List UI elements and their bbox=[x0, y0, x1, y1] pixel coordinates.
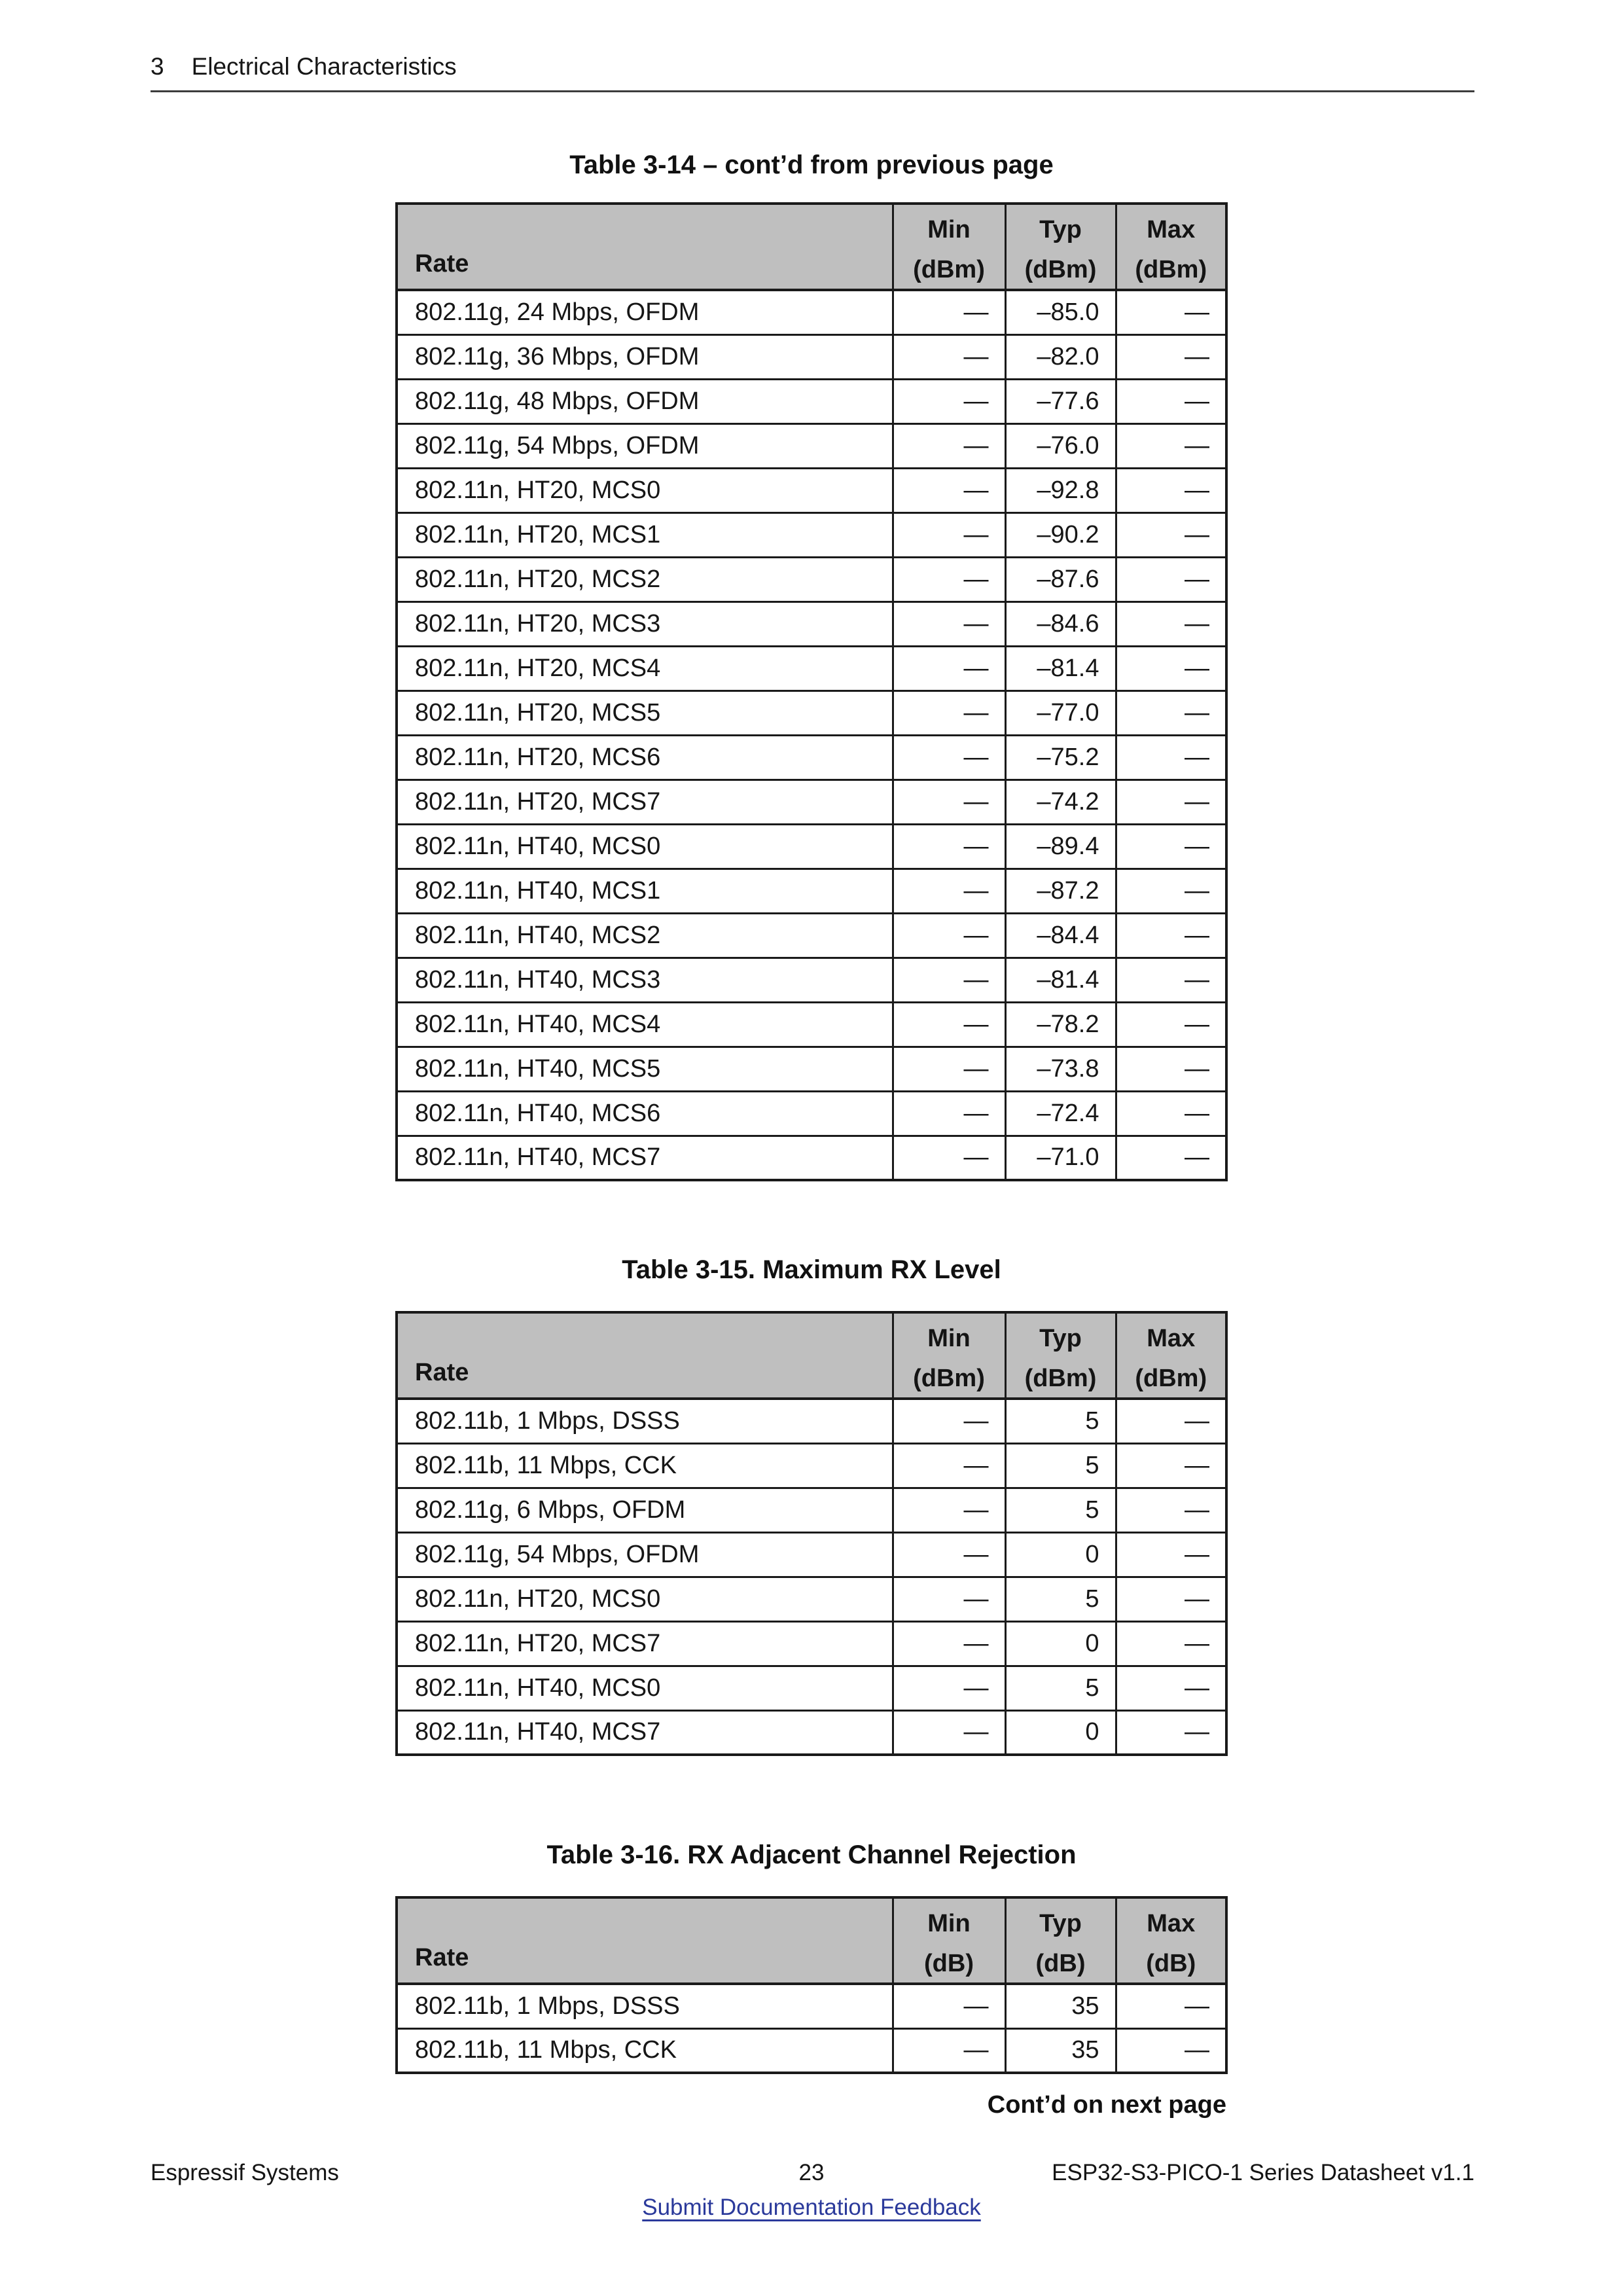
min-cell: — bbox=[893, 1047, 1005, 1091]
rate-cell: 802.11n, HT20, MCS4 bbox=[397, 646, 893, 691]
typ-cell: 35 bbox=[1005, 1984, 1116, 2028]
max-cell: — bbox=[1116, 1488, 1226, 1532]
section-number: 3 bbox=[151, 53, 164, 80]
max-cell: — bbox=[1116, 423, 1226, 468]
table-header-row bbox=[397, 1312, 1226, 1399]
rate-cell: 802.11n, HT20, MCS7 bbox=[397, 780, 893, 824]
typ-cell: 0 bbox=[1005, 1621, 1116, 1666]
min-column-header bbox=[893, 204, 1005, 290]
table-row bbox=[397, 423, 1226, 468]
max-cell: — bbox=[1116, 1984, 1226, 2028]
rate-cell: 802.11n, HT40, MCS6 bbox=[397, 1091, 893, 1136]
min-cell: — bbox=[893, 512, 1005, 557]
typ-label: Typ bbox=[1039, 1325, 1082, 1352]
max-cell: — bbox=[1116, 691, 1226, 735]
table-row bbox=[397, 1002, 1226, 1047]
max-cell: — bbox=[1116, 1710, 1226, 1755]
table-row bbox=[397, 869, 1226, 913]
min-cell: — bbox=[893, 379, 1005, 423]
table-row bbox=[397, 1984, 1226, 2028]
max-cell: — bbox=[1116, 379, 1226, 423]
typ-cell: 5 bbox=[1005, 1666, 1116, 1710]
max-cell: — bbox=[1116, 1136, 1226, 1180]
table-header-row bbox=[397, 204, 1226, 290]
typ-cell: 0 bbox=[1005, 1710, 1116, 1755]
typ-cell: –92.8 bbox=[1005, 468, 1116, 512]
rate-cell: 802.11n, HT20, MCS7 bbox=[397, 1621, 893, 1666]
rate-cell: 802.11b, 1 Mbps, DSSS bbox=[397, 1984, 893, 2028]
max-cell: — bbox=[1116, 735, 1226, 780]
min-cell: — bbox=[893, 423, 1005, 468]
typ-cell: –76.0 bbox=[1005, 423, 1116, 468]
footer-page-number: 23 bbox=[798, 2160, 825, 2185]
table-row bbox=[397, 646, 1226, 691]
max-cell: — bbox=[1116, 824, 1226, 869]
table-row bbox=[397, 290, 1226, 334]
rate-cell: 802.11n, HT40, MCS4 bbox=[397, 1002, 893, 1047]
max-cell: — bbox=[1116, 1091, 1226, 1136]
min-cell: — bbox=[893, 1532, 1005, 1577]
typ-cell: –90.2 bbox=[1005, 512, 1116, 557]
max-cell: — bbox=[1116, 780, 1226, 824]
max-column-header bbox=[1116, 204, 1226, 290]
min-cell: — bbox=[893, 2028, 1005, 2073]
table-row bbox=[397, 1666, 1226, 1710]
typ-column-header bbox=[1005, 204, 1116, 290]
typ-column-header bbox=[1005, 1312, 1116, 1399]
rate-cell: 802.11n, HT40, MCS0 bbox=[397, 1666, 893, 1710]
max-cell: — bbox=[1116, 2028, 1226, 2073]
typ-cell: –78.2 bbox=[1005, 1002, 1116, 1047]
min-unit-label: (dBm) bbox=[913, 256, 985, 283]
min-unit-label: (dB) bbox=[924, 1950, 974, 1977]
maximum-rx-level-table bbox=[395, 1311, 1228, 1756]
typ-unit-label: (dB) bbox=[1035, 1950, 1086, 1977]
typ-cell: 5 bbox=[1005, 1443, 1116, 1488]
min-cell: — bbox=[893, 958, 1005, 1002]
typ-cell: –81.4 bbox=[1005, 958, 1116, 1002]
typ-cell: –72.4 bbox=[1005, 1091, 1116, 1136]
rx-adjacent-channel-rejection-table bbox=[395, 1896, 1228, 2074]
table-row bbox=[397, 2028, 1226, 2073]
min-cell: — bbox=[893, 1577, 1005, 1621]
table-header-row bbox=[397, 1897, 1226, 1984]
table-row bbox=[397, 1443, 1226, 1488]
typ-label: Typ bbox=[1039, 1910, 1082, 1937]
footer-link-row bbox=[0, 2194, 1623, 2221]
min-cell: — bbox=[893, 1666, 1005, 1710]
max-unit-label: (dBm) bbox=[1135, 1365, 1207, 1392]
min-cell: — bbox=[893, 646, 1005, 691]
typ-cell: –84.4 bbox=[1005, 913, 1116, 958]
table-row bbox=[397, 1621, 1226, 1666]
max-cell: — bbox=[1116, 1666, 1226, 1710]
typ-cell: 0 bbox=[1005, 1532, 1116, 1577]
max-label: Max bbox=[1147, 1325, 1196, 1352]
rate-cell: 802.11n, HT20, MCS0 bbox=[397, 468, 893, 512]
footer-document-title: ESP32-S3-PICO-1 Series Datasheet v1.1 bbox=[1052, 2160, 1474, 2185]
rate-cell: 802.11b, 11 Mbps, CCK bbox=[397, 1443, 893, 1488]
max-cell: — bbox=[1116, 1443, 1226, 1488]
min-cell: — bbox=[893, 334, 1005, 379]
min-cell: — bbox=[893, 1488, 1005, 1532]
section-title: Electrical Characteristics bbox=[191, 53, 457, 80]
typ-cell: –75.2 bbox=[1005, 735, 1116, 780]
min-cell: — bbox=[893, 468, 1005, 512]
rate-cell: 802.11n, HT20, MCS3 bbox=[397, 601, 893, 646]
table-3-14-caption: Table 3-14 – cont’d from previous page bbox=[569, 151, 1054, 179]
max-cell: — bbox=[1116, 1621, 1226, 1666]
min-cell: — bbox=[893, 1399, 1005, 1443]
min-cell: — bbox=[893, 1621, 1005, 1666]
max-column-header bbox=[1116, 1897, 1226, 1984]
max-cell: — bbox=[1116, 334, 1226, 379]
table-row bbox=[397, 1136, 1226, 1180]
rate-cell: 802.11g, 54 Mbps, OFDM bbox=[397, 423, 893, 468]
max-cell: — bbox=[1116, 869, 1226, 913]
max-label: Max bbox=[1147, 1910, 1196, 1937]
table-row bbox=[397, 958, 1226, 1002]
table-row bbox=[397, 780, 1226, 824]
typ-cell: –82.0 bbox=[1005, 334, 1116, 379]
rate-cell: 802.11n, HT40, MCS0 bbox=[397, 824, 893, 869]
min-cell: — bbox=[893, 869, 1005, 913]
min-cell: — bbox=[893, 1984, 1005, 2028]
min-unit-label: (dBm) bbox=[913, 1365, 985, 1392]
typ-cell: –87.6 bbox=[1005, 557, 1116, 601]
min-cell: — bbox=[893, 1002, 1005, 1047]
min-cell: — bbox=[893, 780, 1005, 824]
typ-label: Typ bbox=[1039, 216, 1082, 243]
typ-cell: –77.0 bbox=[1005, 691, 1116, 735]
table-3-16-caption: Table 3-16. RX Adjacent Channel Rejection bbox=[546, 1840, 1077, 1869]
rate-cell: 802.11n, HT40, MCS1 bbox=[397, 869, 893, 913]
max-cell: — bbox=[1116, 1047, 1226, 1091]
max-cell: — bbox=[1116, 290, 1226, 334]
max-cell: — bbox=[1116, 646, 1226, 691]
rx-sensitivity-table-contd bbox=[395, 202, 1228, 1181]
max-cell: — bbox=[1116, 1577, 1226, 1621]
table-row bbox=[397, 1091, 1226, 1136]
min-cell: — bbox=[893, 557, 1005, 601]
contd-note: Cont’d on next page bbox=[987, 2091, 1226, 2119]
typ-cell: 35 bbox=[1005, 2028, 1116, 2073]
typ-cell: 5 bbox=[1005, 1488, 1116, 1532]
min-cell: — bbox=[893, 601, 1005, 646]
max-cell: — bbox=[1116, 1532, 1226, 1577]
footer-company: Espressif Systems bbox=[151, 2160, 339, 2185]
min-column-header bbox=[893, 1312, 1005, 1399]
table-row bbox=[397, 334, 1226, 379]
typ-cell: –73.8 bbox=[1005, 1047, 1116, 1091]
rate-cell: 802.11n, HT20, MCS5 bbox=[397, 691, 893, 735]
table-row bbox=[397, 1577, 1226, 1621]
table-row bbox=[397, 1532, 1226, 1577]
max-cell: — bbox=[1116, 601, 1226, 646]
typ-cell: –84.6 bbox=[1005, 601, 1116, 646]
table-row bbox=[397, 1047, 1226, 1091]
rate-cell: 802.11b, 1 Mbps, DSSS bbox=[397, 1399, 893, 1443]
rate-cell: 802.11g, 24 Mbps, OFDM bbox=[397, 290, 893, 334]
table-row bbox=[397, 1399, 1226, 1443]
typ-unit-label: (dBm) bbox=[1024, 1365, 1097, 1392]
rate-cell: 802.11b, 11 Mbps, CCK bbox=[397, 2028, 893, 2073]
typ-cell: 5 bbox=[1005, 1577, 1116, 1621]
typ-cell: 5 bbox=[1005, 1399, 1116, 1443]
table-row bbox=[397, 735, 1226, 780]
min-column-header bbox=[893, 1897, 1005, 1984]
rate-cell: 802.11n, HT40, MCS7 bbox=[397, 1136, 893, 1180]
table-row bbox=[397, 913, 1226, 958]
table-3-15-caption: Table 3-15. Maximum RX Level bbox=[622, 1255, 1001, 1284]
typ-cell: –81.4 bbox=[1005, 646, 1116, 691]
max-cell: — bbox=[1116, 1399, 1226, 1443]
table-body bbox=[397, 290, 1226, 1180]
min-label: Min bbox=[927, 1910, 971, 1937]
rate-cell: 802.11n, HT40, MCS3 bbox=[397, 958, 893, 1002]
typ-cell: –71.0 bbox=[1005, 1136, 1116, 1180]
typ-column-header bbox=[1005, 1897, 1116, 1984]
rate-cell: 802.11n, HT40, MCS7 bbox=[397, 1710, 893, 1755]
table-row bbox=[397, 379, 1226, 423]
min-cell: — bbox=[893, 824, 1005, 869]
table-row bbox=[397, 1710, 1226, 1755]
max-unit-label: (dBm) bbox=[1135, 256, 1207, 283]
table-row bbox=[397, 557, 1226, 601]
table-body bbox=[397, 1399, 1226, 1755]
max-cell: — bbox=[1116, 1002, 1226, 1047]
typ-cell: –77.6 bbox=[1005, 379, 1116, 423]
submit-documentation-feedback-link[interactable]: Submit Documentation Feedback bbox=[642, 2195, 981, 2220]
min-cell: — bbox=[893, 735, 1005, 780]
table-body bbox=[397, 1984, 1226, 2073]
min-cell: — bbox=[893, 1443, 1005, 1488]
min-cell: — bbox=[893, 1710, 1005, 1755]
min-cell: — bbox=[893, 913, 1005, 958]
running-header bbox=[151, 52, 1474, 81]
typ-cell: –87.2 bbox=[1005, 869, 1116, 913]
table-row bbox=[397, 1488, 1226, 1532]
header-rule bbox=[151, 90, 1474, 92]
rate-column-header: Rate bbox=[397, 1312, 893, 1399]
max-cell: — bbox=[1116, 557, 1226, 601]
rate-cell: 802.11n, HT40, MCS5 bbox=[397, 1047, 893, 1091]
rate-cell: 802.11g, 6 Mbps, OFDM bbox=[397, 1488, 893, 1532]
max-cell: — bbox=[1116, 512, 1226, 557]
rate-cell: 802.11n, HT40, MCS2 bbox=[397, 913, 893, 958]
max-unit-label: (dB) bbox=[1146, 1950, 1196, 1977]
rate-cell: 802.11g, 48 Mbps, OFDM bbox=[397, 379, 893, 423]
rate-cell: 802.11n, HT20, MCS0 bbox=[397, 1577, 893, 1621]
typ-unit-label: (dBm) bbox=[1024, 256, 1097, 283]
min-cell: — bbox=[893, 1136, 1005, 1180]
typ-cell: –89.4 bbox=[1005, 824, 1116, 869]
min-label: Min bbox=[927, 216, 971, 243]
min-label: Min bbox=[927, 1325, 971, 1352]
rate-cell: 802.11n, HT20, MCS1 bbox=[397, 512, 893, 557]
rate-column-header: Rate bbox=[397, 1897, 893, 1984]
max-cell: — bbox=[1116, 913, 1226, 958]
rate-cell: 802.11g, 36 Mbps, OFDM bbox=[397, 334, 893, 379]
max-column-header bbox=[1116, 1312, 1226, 1399]
rate-cell: 802.11g, 54 Mbps, OFDM bbox=[397, 1532, 893, 1577]
min-cell: — bbox=[893, 691, 1005, 735]
rate-column-header: Rate bbox=[397, 204, 893, 290]
table-row bbox=[397, 824, 1226, 869]
rate-cell: 802.11n, HT20, MCS2 bbox=[397, 557, 893, 601]
table-row bbox=[397, 601, 1226, 646]
typ-cell: –74.2 bbox=[1005, 780, 1116, 824]
max-cell: — bbox=[1116, 958, 1226, 1002]
max-label: Max bbox=[1147, 216, 1196, 243]
rate-cell: 802.11n, HT20, MCS6 bbox=[397, 735, 893, 780]
min-cell: — bbox=[893, 290, 1005, 334]
typ-cell: –85.0 bbox=[1005, 290, 1116, 334]
table-row bbox=[397, 468, 1226, 512]
table-row bbox=[397, 512, 1226, 557]
max-cell: — bbox=[1116, 468, 1226, 512]
min-cell: — bbox=[893, 1091, 1005, 1136]
table-row bbox=[397, 691, 1226, 735]
